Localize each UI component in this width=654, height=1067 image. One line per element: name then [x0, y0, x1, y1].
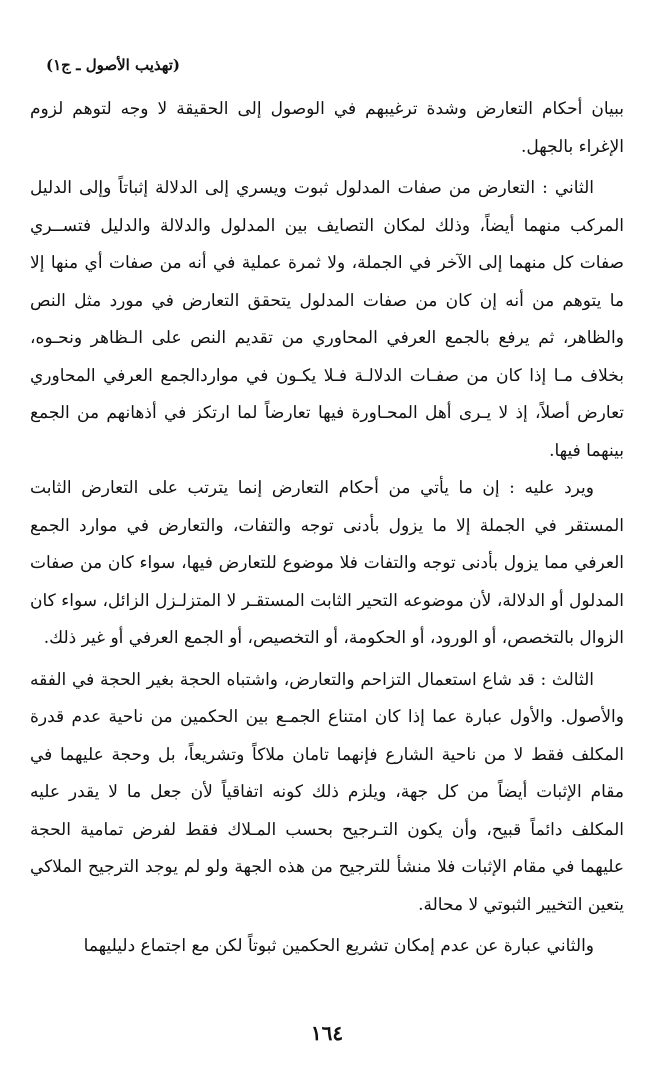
page-number: ١٦٤: [310, 1021, 344, 1045]
paragraph-third-point: الثالث : قد شاع استعمال التزاحم والتعارض، واشتباه الحجة بغير الحجة في الفقه والأصول. والأول عبارة عما إذا كان امتناع الجمـع بين الحكمين من ناحية عدم قدرة المكلف فقط لا من ناحية الشارع فإنهما تامان ملاكاً وتشريعاً، بل وحجة عليهما في مقام الإثبات أيضاً من كل جهة، ويلزم ذلك كونه اتفاقياً لأن جعل ما لا يقدر عليه المكلف دائماً قبيح، وأن يكون التـرجيح بحسب المـلاك فقط لفرض تمامية الحجة عليهما في مقام الإثبات فلا منشأ للترجيح من هذه الجهة ولو لم يوجد الترجيح الملاكي يتعين التخيير الثبوتي لا محالة.: [30, 669, 624, 915]
running-title: (تهذيب الأصول ـ ج١): [46, 56, 180, 74]
paragraph-objection: ويرد عليه : إن ما يأتي من أحكام التعارض إنما يترتب على التعارض الثابت المستقر في الجملة إلا ما يزول بأدنى توجه والتفات، والتعارض في موارد الجمع العرفي مما يزول بأدنى توجه والتفات فلا موضوع للتعارض فيها، سواء كان من صفات المدلول أو الدلالة، لأن موضوعه التحير الثابت المستقـر لا المتزلـزل الزائل، سواء كان الزوال بالتخصص، أو الورود، أو الحكومة، أو التخصيص، أو الجمع العرفي أو غير ذلك.: [30, 478, 624, 648]
paragraph-continuation: ببيان أحكام التعارض وشدة ترغيبهم في الوصول إلى الحقيقة لا وجه لتوهم لزوم الإغراء بالجهل.: [30, 99, 624, 157]
paragraph-second-point: الثاني : التعارض من صفات المدلول ثبوت ويسري إلى الدلالة إثباتاً وإلى الدليل المركب منهما أيضاً، وذلك لمكان التصايف بين المدلول والدلالة والدليل فتســري صفات كل منهما إلى الآخر في الجملة، ولا ثمرة عملية في أنه من صفات أي منها إلا ما يتوهم من أنه إن كان من صفات المدلول يتحقق التعارض في مورد مثل النص والظاهر، ثم يرفع بالجمع العرفي المحاوري من تقديم النص على الـظاهر ونحـوه، بخلاف مـا إذا كان من صفـات الدلالـة فـلا يكـون في مواردالجمع العرفي المحاوري تعارض أصلاً، إذ لا يـرى أهل المحـاورة فيها تعارضاً لما ارتكز في أذهانهم من الجمع بينهما فيها.: [30, 178, 624, 461]
body-text: [30, 91, 624, 966]
paragraph-second-meaning: والثاني عبارة عن عدم إمكان تشريع الحكمين ثبوتاً لكن مع اجتماع دليليهما: [83, 936, 594, 956]
